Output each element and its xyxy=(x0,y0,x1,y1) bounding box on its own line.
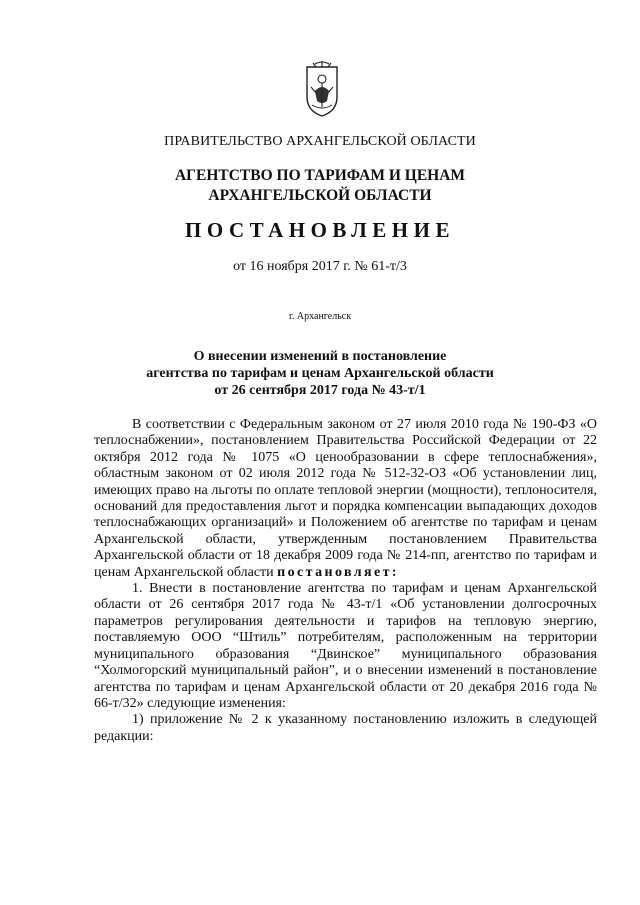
clause-1-paragraph: 1. Внести в постановление агентства по тарифам и ценам Архангельской области от 26 сентября 2017 года № 43-т/1 «Об установлении долгосрочных параметров регулирования деятельности и тарифов на тепловую энергию, поставляемую ООО “Штиль” потребителям, расположенным на территории муниципального образования “Двинское” муниципального образования “Холмогорский муниципальный район”, и о внесении изменений в постановление агентства по тарифам и ценам Архангельской области от 20 декабря 2016 года № 66-т/32» следующие изменения: xyxy=(94,581,597,711)
government-name: ПРАВИТЕЛЬСТВО АРХАНГЕЛЬСКОЙ ОБЛАСТИ xyxy=(164,134,476,149)
resolve-word: постановляет: xyxy=(277,564,399,580)
document-city: г. Архангельск xyxy=(288,311,352,322)
agency-name-line-1: АГЕНТСТВО ПО ТАРИФАМ И ЦЕНАМ xyxy=(174,167,466,184)
subject-line-3: от 26 сентября 2017 года № 43-т/1 xyxy=(214,383,426,398)
subclause-1-paragraph: 1) приложение № 2 к указанному постановлению изложить в следующей редакции: xyxy=(94,712,597,744)
agency-name xyxy=(0,166,640,206)
subject-line-1: О внесении изменений в постановление xyxy=(193,349,447,364)
coat-of-arms-icon xyxy=(303,61,341,119)
document-subject xyxy=(0,348,640,399)
agency-name-line-2: АРХАНГЕЛЬСКОЙ ОБЛАСТИ xyxy=(208,187,432,204)
document-body xyxy=(94,417,597,745)
preamble-text: В соответствии с Федеральным законом от 27 июля 2010 года № 190-ФЗ «О теплоснабжении», постановлением Правительства Российской Федерации от 22 октября 2012 года № 1075 «О ценообразовании в сфере теплоснабжения», областным законом от 02 июля 2012 года № 512-32-ОЗ «Об установлении лиц, имеющих право на льготы по оплате тепловой энергии (мощности), теплоносителя, оснований для предоставления льгот и порядка компенсации выпадающих доходов теплоснабжающих организаций» и Положением об агентстве по тарифам и ценам Архангельской области, утвержденным постановлением Правительства Архангельской области от 18 декабря 2009 года № 214-пп, агентство по тарифам и ценам Архангельской области xyxy=(94,417,597,580)
preamble-paragraph xyxy=(94,417,597,581)
document-type-title: ПОСТАНОВЛЕНИЕ xyxy=(185,218,455,242)
subject-line-2: агентства по тарифам и ценам Архангельской области xyxy=(146,366,494,381)
document-date-number: от 16 ноября 2017 г. № 61-т/3 xyxy=(233,259,407,274)
